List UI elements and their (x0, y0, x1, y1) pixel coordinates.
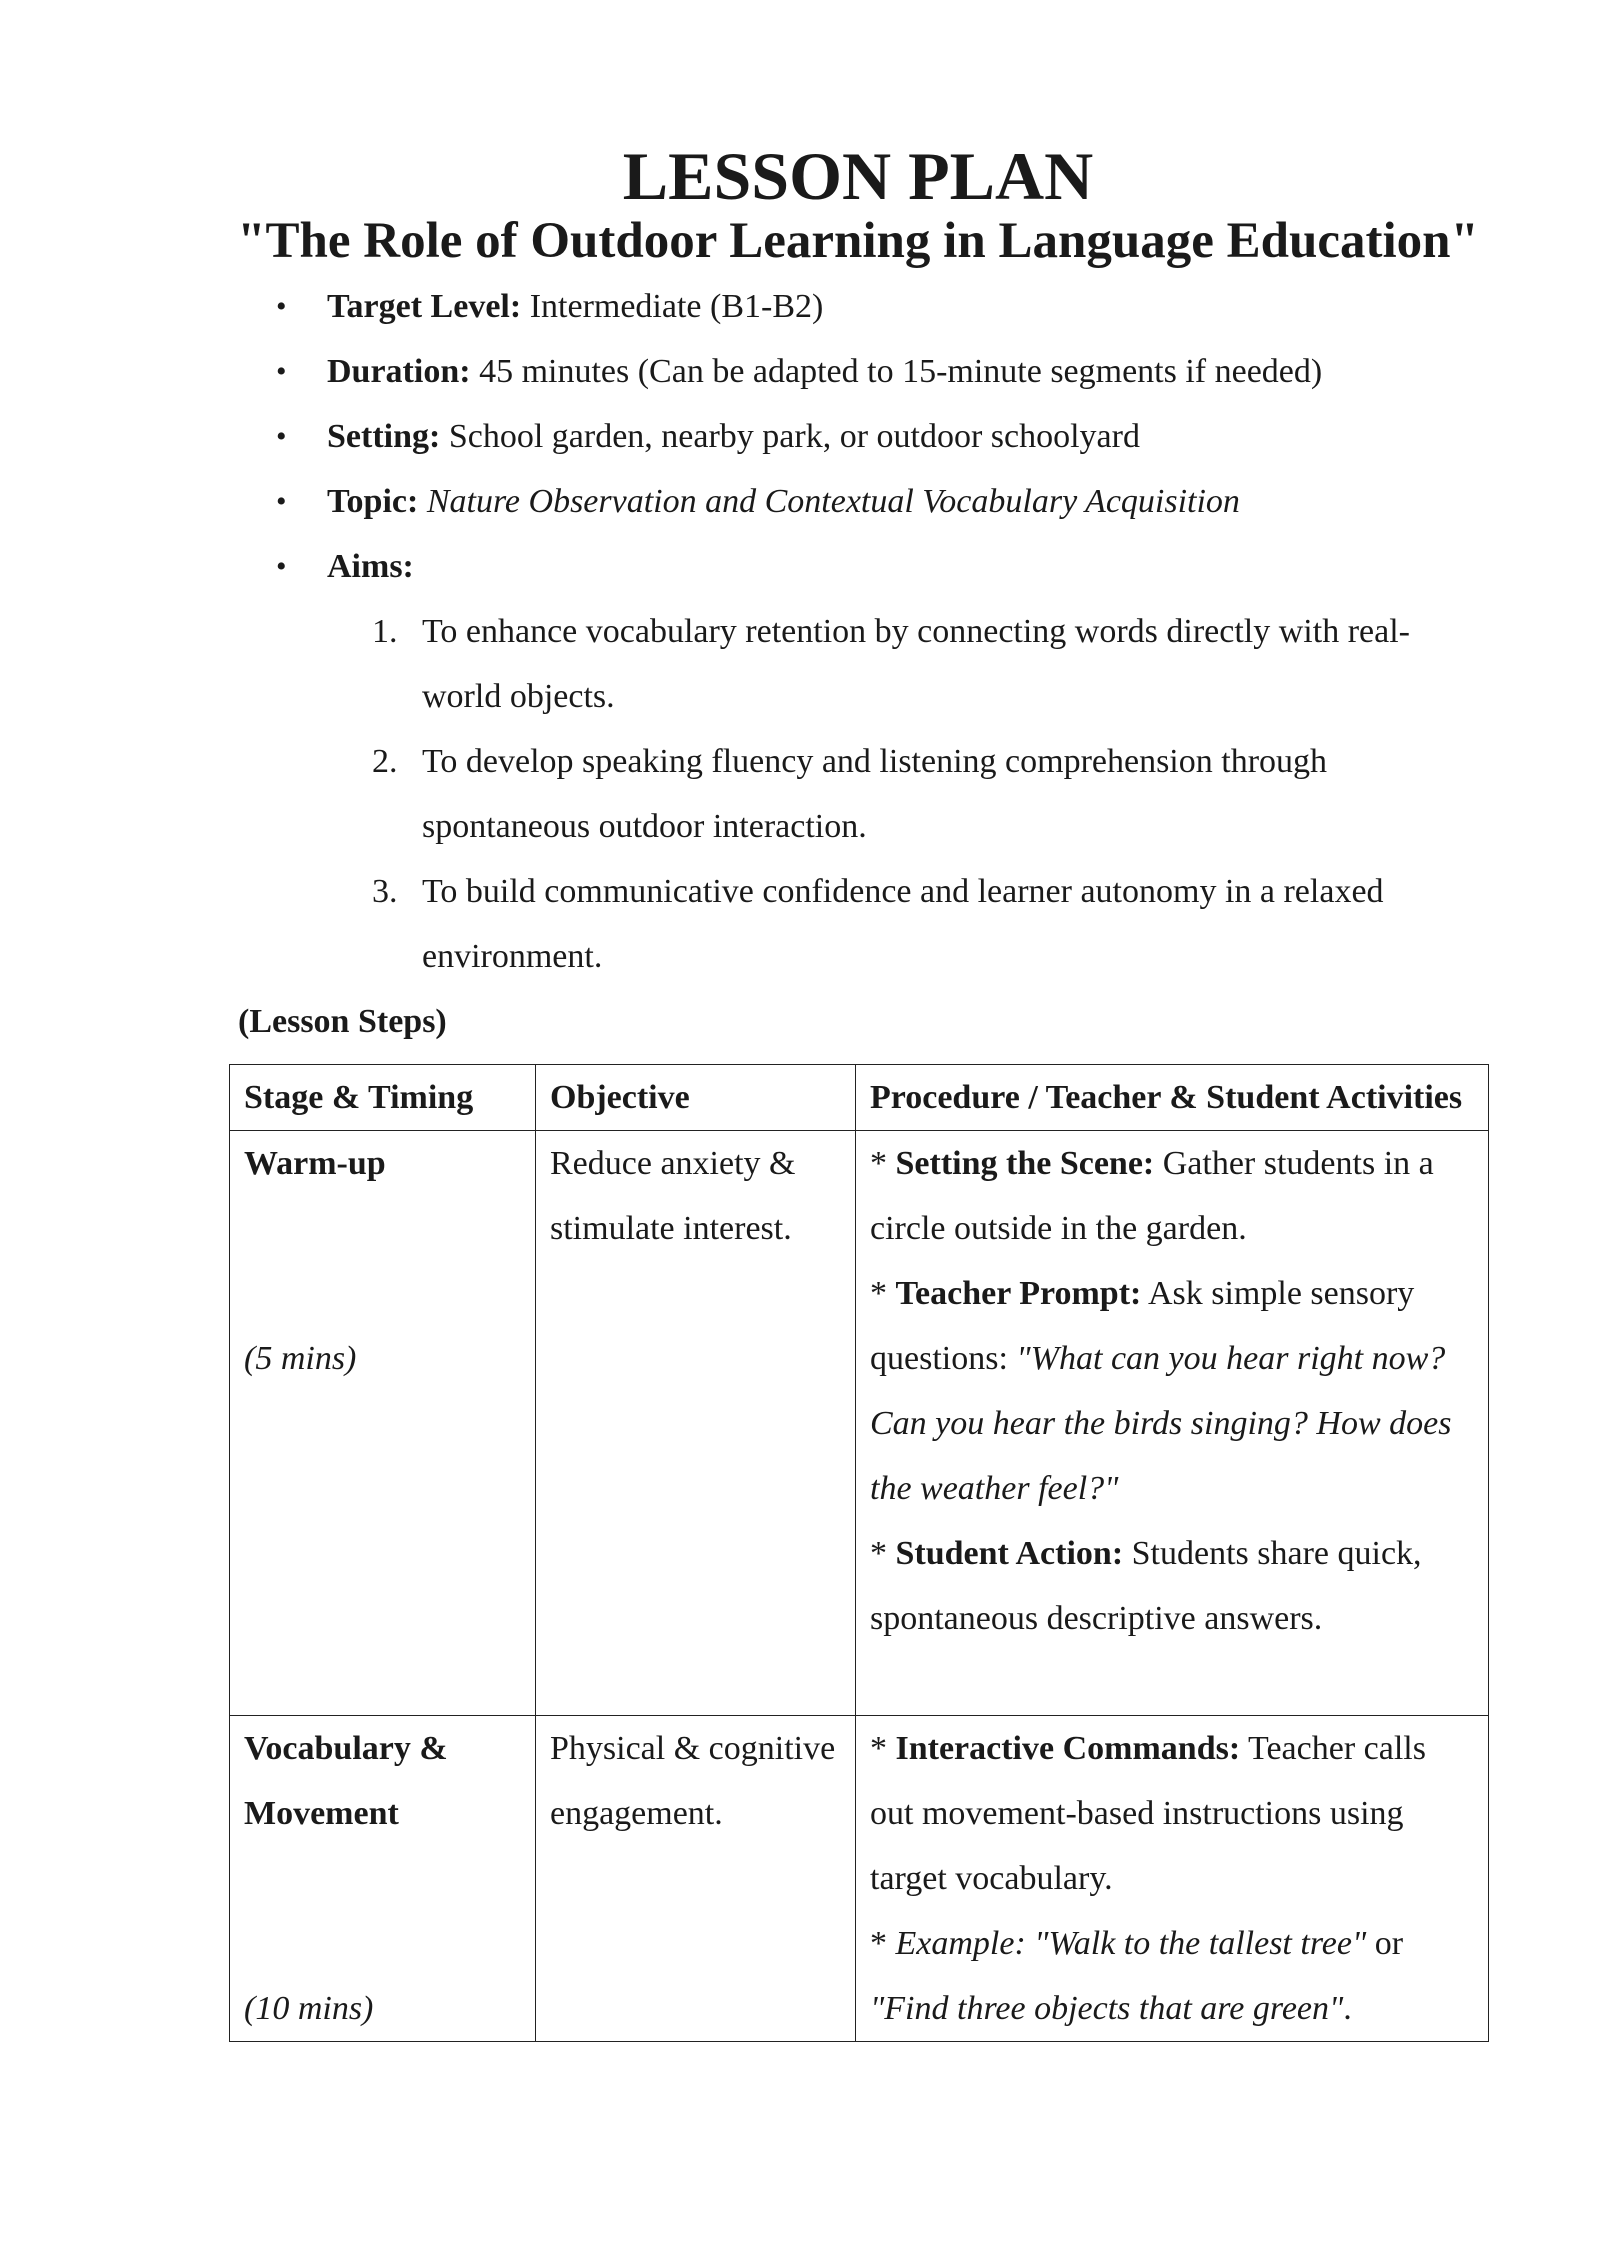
bullet-icon: • (276, 485, 287, 518)
document-title: LESSON PLAN (622, 138, 1094, 214)
info-value: School garden, nearby park, or outdoor schoolyard (440, 418, 1140, 455)
objective-cell: Reduce anxiety & stimulate interest. (536, 1131, 856, 1716)
info-label: Topic: (327, 483, 419, 520)
info-item-aims (276, 534, 1322, 599)
aim-number: 2. (372, 743, 398, 780)
aim-text: To enhance vocabulary retention by connecting words directly with real-world objects. (422, 613, 1410, 715)
info-value: Nature Observation and Contextual Vocabulary Acquisition (426, 483, 1240, 520)
bullet-icon: • (276, 290, 287, 323)
lesson-steps-table (229, 1064, 1489, 2042)
activity-prefix: * (870, 1730, 896, 1767)
header-objective: Objective (536, 1065, 856, 1131)
activity-prefix: * (870, 1925, 896, 1962)
header-stage-timing: Stage & Timing (230, 1065, 536, 1131)
activity-prefix: * (870, 1145, 896, 1182)
activity-prefix: * (870, 1275, 896, 1312)
info-item-topic (276, 469, 1322, 534)
activity-label: Teacher Prompt: (895, 1275, 1142, 1312)
info-label: Target Level: (327, 288, 522, 325)
info-label: Aims: (327, 548, 414, 585)
info-item-target-level (276, 274, 1322, 339)
activity-example: "Find three objects that are green" (870, 1990, 1344, 2027)
activity-label: Interactive Commands: (895, 1730, 1241, 1767)
bullet-icon: • (276, 550, 287, 583)
info-item-duration (276, 339, 1322, 404)
activity-item (870, 1911, 1474, 2041)
activity-text: Ask simple sensory questions: (870, 1275, 1415, 1377)
activity-item (870, 1261, 1474, 1521)
stage-cell (230, 1131, 536, 1716)
stage-timing: (5 mins) (244, 1340, 357, 1377)
stage-timing: (10 mins) (244, 1990, 374, 2027)
activity-item (870, 1521, 1474, 1651)
stage-cell (230, 1716, 536, 2042)
aim-item (372, 729, 1452, 859)
activity-text: Gather students in a circle outside in the garden. (870, 1145, 1434, 1247)
objective-cell: Physical & cognitive engagement. (536, 1716, 856, 2042)
aim-number: 1. (372, 613, 398, 650)
header-procedure: Procedure / Teacher & Student Activities (856, 1065, 1489, 1131)
activities-cell (856, 1716, 1489, 2042)
activity-connector: or (1366, 1925, 1404, 1962)
aim-text: To develop speaking fluency and listening comprehension through spontaneous outdoor interaction. (422, 743, 1328, 845)
stage-name: Vocabulary & Movement (244, 1730, 448, 1832)
activity-text: Teacher calls out movement-based instructions using target vocabulary. (870, 1730, 1426, 1897)
activity-end: . (1343, 1990, 1352, 2027)
stage-name: Warm-up (244, 1145, 386, 1182)
info-item-setting (276, 404, 1322, 469)
activity-label: Setting the Scene: (895, 1145, 1155, 1182)
aim-number: 3. (372, 873, 398, 910)
info-value: Intermediate (B1-B2) (521, 288, 824, 325)
activity-item (870, 1131, 1474, 1261)
aim-item (372, 859, 1452, 989)
activity-example: Example: "Walk to the tallest tree" (895, 1925, 1367, 1962)
activity-prefix: * (870, 1535, 896, 1572)
document-subtitle: "The Role of Outdoor Learning in Language Education" (237, 213, 1479, 269)
table-header-row (230, 1065, 1489, 1131)
activities-cell (856, 1131, 1489, 1716)
aims-list (372, 599, 1452, 989)
activity-label: Student Action: (895, 1535, 1124, 1572)
table-row-vocabulary (230, 1716, 1489, 2042)
lesson-info-list (276, 274, 1322, 599)
info-value: 45 minutes (Can be adapted to 15-minute segments if needed) (470, 353, 1323, 390)
info-label: Duration: (327, 353, 471, 390)
aim-text: To build communicative confidence and learner autonomy in a relaxed environment. (422, 873, 1384, 975)
aim-item (372, 599, 1452, 729)
info-label: Setting: (327, 418, 441, 455)
table-row-warmup (230, 1131, 1489, 1716)
activity-item (870, 1716, 1474, 1911)
activity-text: Students share quick, spontaneous descriptive answers. (870, 1535, 1422, 1637)
lesson-steps-heading: (Lesson Steps) (238, 1003, 447, 1040)
activity-quote: "What can you hear right now? Can you hear the birds singing? How does the weather feel?" (870, 1340, 1452, 1507)
bullet-icon: • (276, 420, 287, 453)
bullet-icon: • (276, 355, 287, 388)
